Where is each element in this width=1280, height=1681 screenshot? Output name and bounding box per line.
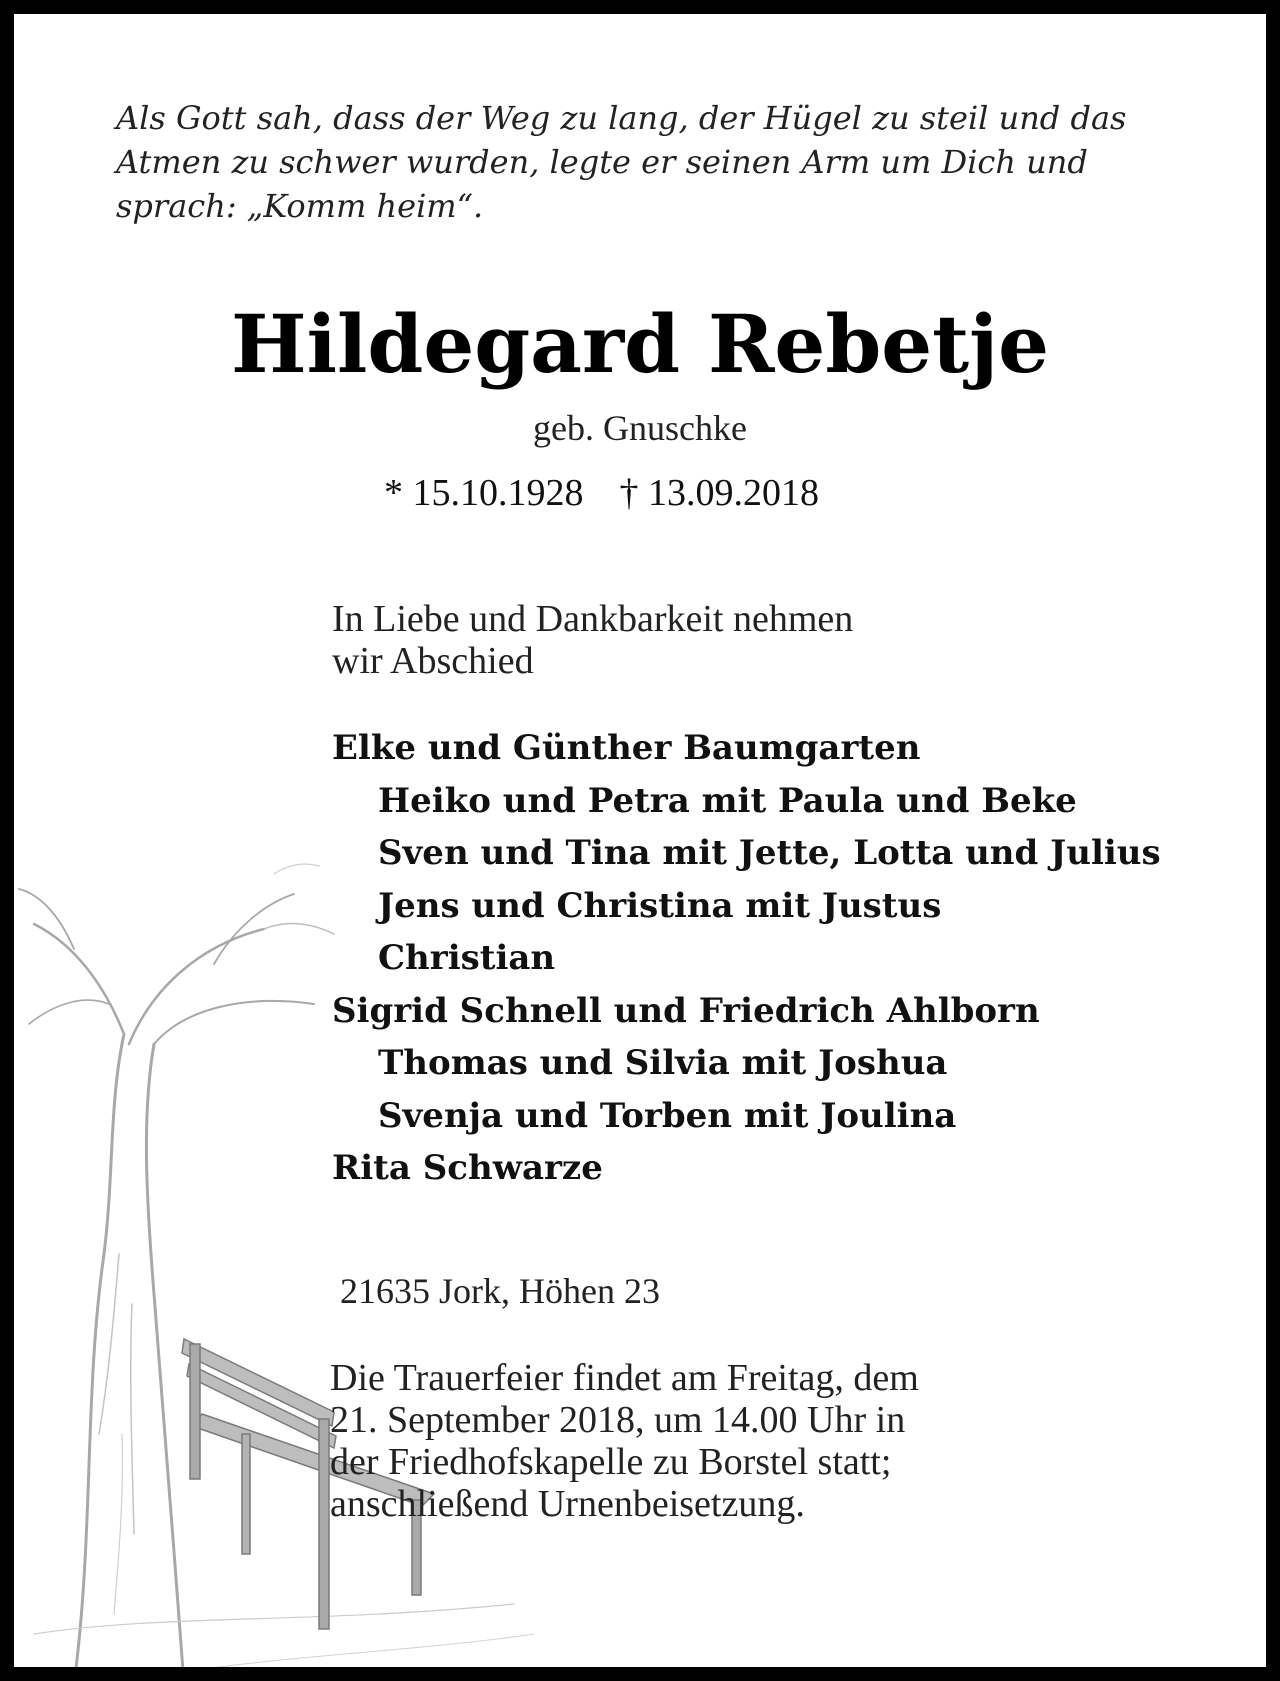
mourner-name: Thomas und Silvia mit Joshua — [378, 1043, 948, 1083]
mourner-name: Svenja und Torben mit Joulina — [378, 1095, 957, 1136]
intro-line: In Liebe und Dankbarkeit nehmen — [332, 598, 854, 640]
service-line: anschließend Urnenbeisetzung. — [330, 1483, 805, 1525]
intro-line: wir Abschied — [332, 640, 534, 682]
quote-line: Atmen zu schwer wurden, legte er seinen Arm um Dich und — [116, 143, 1088, 181]
mourner-name: Christian — [378, 938, 556, 978]
quote-line: Als Gott sah, dass der Weg zu lang, der Hügel zu steil und das — [116, 99, 1127, 137]
birth-date: * 15.10.1928 — [384, 472, 584, 514]
life-dates — [384, 469, 984, 517]
funeral-service-info — [330, 1357, 1150, 1525]
quote-line: sprach: „Komm heim“. — [116, 187, 484, 225]
mourner-name: Sven und Tina mit Jette, Lotta und Julius — [378, 833, 1161, 873]
mourner-name: Elke und Günther Baumgarten — [332, 728, 921, 768]
address: 21635 Jork, Höhen 23 — [340, 1271, 660, 1311]
mourner-name: Sigrid Schnell und Friedrich Ahlborn — [332, 990, 1040, 1031]
deceased-name: Hildegard Rebetje — [231, 297, 1049, 391]
mourners-list — [332, 722, 1252, 1195]
death-date: † 13.09.2018 — [619, 472, 819, 514]
epitaph-quote — [116, 96, 1216, 228]
service-line: 21. September 2018, um 14.00 Uhr in — [330, 1399, 906, 1441]
maiden-name: geb. Gnuschke — [533, 408, 747, 448]
service-line: der Friedhofskapelle zu Borstel statt; — [330, 1441, 892, 1483]
service-line: Die Trauerfeier findet am Freitag, dem — [330, 1357, 919, 1399]
mourner-name: Rita Schwarze — [332, 1148, 603, 1188]
mourner-name: Jens und Christina mit Justus — [378, 885, 942, 926]
farewell-intro — [332, 598, 1092, 682]
mourner-name: Heiko und Petra mit Paula und Beke — [378, 780, 1077, 821]
